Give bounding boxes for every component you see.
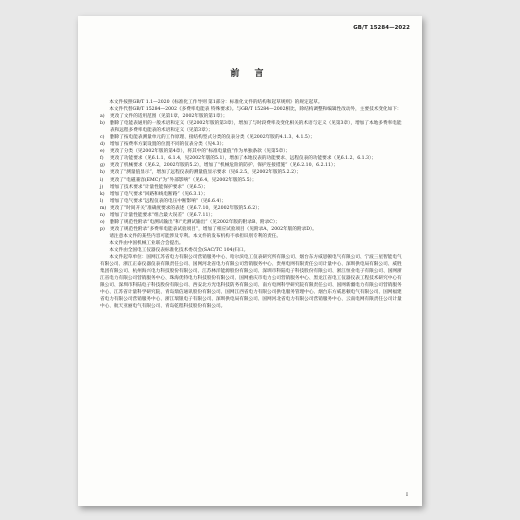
list-item-text: 删除了按电能表测量单元的工作原理、接结构型式分类的仪表分类（见2002年版的4.1.3、4.1.5）； bbox=[110, 135, 315, 141]
page-title: 前 言 bbox=[230, 69, 270, 79]
list-item-text: 更改了文件的适用范围（见第1章，2002年版的第1章）； bbox=[110, 114, 228, 120]
list-item-text: 更改了功能要求（见6.1.1、6.1.4，见2002年版的5.1），增加了本地仪表的功能要求、远程仪表的功能要求（见6.1.2、6.1.3）； bbox=[110, 156, 376, 162]
list-item bbox=[100, 120, 402, 134]
list-item-text: 增加了计量性能要求“组合最大误差”（见6.7.11）； bbox=[110, 212, 216, 218]
list-marker: j) bbox=[100, 184, 104, 190]
paragraph-committee: 本文件由全国电工仪器仪表标准化技术委员会(SAC/TC 104)归口。 bbox=[109, 247, 249, 253]
list-item-text: 删除了规范性附录“电测试输出”和“光测试输出”（见2002年版的附录B、附录C）； bbox=[110, 219, 280, 225]
list-item-text: 增加了电气要求“回路和线电断路”（见6.3.1）； bbox=[110, 191, 208, 197]
list-item bbox=[100, 169, 402, 176]
list-item bbox=[100, 198, 402, 205]
list-marker: d) bbox=[100, 142, 105, 148]
list-item bbox=[100, 113, 402, 120]
list-marker: m) bbox=[100, 205, 107, 211]
list-marker: o) bbox=[100, 219, 105, 225]
list-item bbox=[100, 148, 402, 155]
paragraph-drafting-rules: 本文件按照GB/T 1.1—2020《标准化工作导则 第1部分：标准化文件的结构和起草规则》的规定起草。 bbox=[109, 100, 323, 105]
list-marker: b) bbox=[100, 121, 105, 127]
list-marker: f) bbox=[100, 156, 104, 162]
document-page bbox=[78, 16, 422, 506]
list-item-text: 更改了规范性附录“多费率电能表试验项目”，增加了相应试验项目（见附录A，2002年版的附录D）。 bbox=[110, 226, 317, 232]
list-item bbox=[100, 162, 402, 169]
list-item bbox=[100, 219, 402, 226]
list-marker: p) bbox=[100, 226, 105, 232]
paragraph-patent-notice: 请注意本文件的某些内容可能涉及专利。本文件的发布机构不承担识别专利的责任。 bbox=[109, 233, 281, 239]
list-item bbox=[100, 134, 402, 141]
list-item bbox=[100, 212, 402, 219]
list-marker: k) bbox=[100, 191, 105, 197]
list-item bbox=[100, 155, 402, 162]
list-marker: a) bbox=[100, 114, 105, 120]
list-item-text: 更改了机械要求（见6.2，2002年版的5.2），增加了“机械危险的防护、保护连接措施”（见6.2.10、6.2.11）； bbox=[110, 163, 338, 169]
list-marker: l) bbox=[100, 198, 104, 204]
list-item-text: 更改了“时间开关”准确度要求的表述（见6.7.10，见2002年版的5.6.2）； bbox=[110, 205, 263, 211]
paragraph-proposer: 本文件由中国机械工业联合会提出。 bbox=[109, 240, 184, 246]
foreword-body bbox=[100, 99, 402, 310]
page-number: I bbox=[406, 492, 408, 498]
list-item-text: 增加了电气要求“远程仪表的电压中断影响”（见6.6.4）； bbox=[110, 198, 227, 204]
list-marker: c) bbox=[100, 135, 105, 141]
list-item bbox=[100, 205, 402, 212]
list-marker: g) bbox=[100, 163, 105, 169]
list-item-text: 增加了按费率方案设置的位置不同的仪表分类（见4.3）； bbox=[110, 142, 227, 148]
list-marker: e) bbox=[100, 149, 105, 155]
list-item bbox=[100, 184, 402, 191]
list-item-text: 增加了技术要求“计量性能保护要求”（见6.5）； bbox=[110, 184, 208, 190]
list-item-text: 删除了电能表通用的一般术语和定义（见2002年版的第3章），增加了与时段费率及变化相关的术语与定义（见第3章），增加了本地多费率电能表和远程多费率电能表的术语和定义（见第3章）； bbox=[110, 121, 402, 134]
list-item bbox=[100, 177, 402, 184]
list-marker: n) bbox=[100, 212, 105, 218]
paragraph-replacement: 本文件代替GB/T 15284—2002《多费率电能表 特殊要求》。与GB/T 15284—2002相比，除结构调整和编辑性改动外，主要技术变化如下： bbox=[109, 107, 402, 113]
list-item bbox=[100, 226, 402, 233]
list-item-text: 更改了“测量值显示”，增加了远程仪表的测量值显示要求（见6.2.5，见2002年版的5.2.2）； bbox=[110, 170, 301, 176]
list-item-text: 更改了“电磁兼容(EMC)”为“外部影响”（见6.4，见2002年版的5.5）； bbox=[110, 177, 257, 183]
technical-changes-list bbox=[100, 113, 402, 233]
list-item bbox=[100, 191, 402, 198]
list-item-text: 更改了分类（见2002年版的第4章），将其中的“标准电量值”作为单独条款（见第5章）； bbox=[110, 149, 291, 155]
list-item bbox=[100, 141, 402, 148]
list-marker: h) bbox=[100, 170, 105, 176]
standard-code: GB/T 15284—2022 bbox=[353, 25, 410, 31]
list-marker: i) bbox=[100, 177, 104, 183]
paragraph-drafting-units: 本文件起草单位：国网江苏省电力有限公司营销服务中心、哈尔滨电工仪表研究所有限公司、烟台东方威思顿电气有限公司、宁波三星智能电气有限公司、浙江正泰仪器仪表有限责任公司、国网河北省电力有限公司营销服务中心、贵州电网有限责任公司计量中心、深圳供电局有限公司、威胜集团有限公司、杭州海兴电力科技股份有限公司、江苏林洋能源股份有限公司、深圳市科陆电子科技股份有限公司、浙江恒业电子有限公司、国网浙江省电力有限公司营销服务中心、珠海优特电力科技股份有限公司、国网重庆市电力公司营销服务中心、黑龙江省电工仪器仪表工程技术研究中心有限公司、深圳市科陆电子科技股份有限公司、西安北方光电科技防务有限公司、南方电网科学研究院有限责任公司、国网新疆电力有限公司营销服务中心、江苏省计量科学研究院、青岛鼎信通讯股份有限公司、国网江西省电力有限公司供电服务管理中心、烟台东方威思顿电气有限公司、国网福建省电力有限公司营销服务中心、浙江瑞银电子有限公司、深圳供电局有限公司、国网河北省电力有限公司营销服务中心、云南电网有限责任公司计量中心、航天亚丽电气有限公司、青岛乾程科技股份有限公司。 bbox=[100, 255, 402, 310]
